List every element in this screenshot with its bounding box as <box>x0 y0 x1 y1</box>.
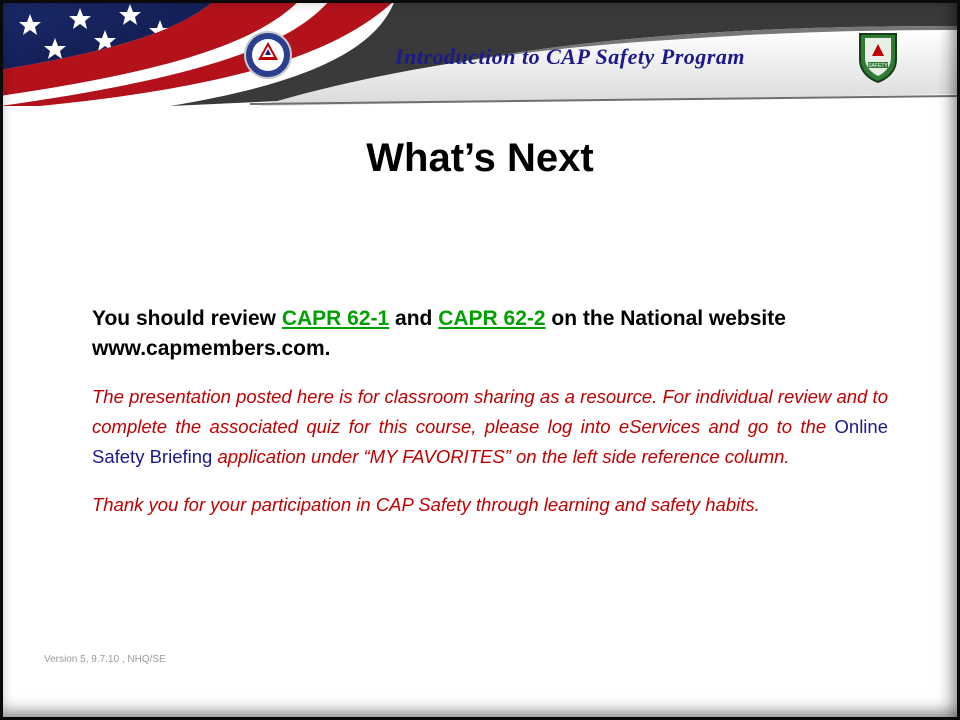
lead-text: and <box>389 307 439 330</box>
version-footer: Version 5, 9.7.10 , NHQ/SE <box>44 654 166 665</box>
slide-content <box>92 304 888 520</box>
lead-text: You should review <box>92 307 282 330</box>
presentation-note <box>92 382 888 472</box>
page-title: What’s Next <box>366 136 594 180</box>
capr-62-2-link[interactable]: CAPR 62-2 <box>438 307 546 330</box>
thank-you-note: Thank you for your participation in CAP Safety through learning and safety habits. <box>92 494 760 515</box>
header-banner <box>0 0 960 106</box>
safety-shield-logo <box>856 30 900 84</box>
lead-text: on the National website www.capmembers.com. <box>92 307 786 360</box>
note-text: application under “MY FAVORITES” on the left side reference column. <box>212 446 790 467</box>
program-title: Introduction to CAP Safety Program <box>395 44 745 69</box>
capr-62-1-link[interactable]: CAPR 62-1 <box>281 307 390 330</box>
svg-text:SAFETY: SAFETY <box>868 63 888 69</box>
cap-logo <box>243 30 293 80</box>
note-text: The presentation posted here is for classroom sharing as a resource. For individual review and to complete the associated quiz for this course, please log into eServices and go to the <box>92 386 888 437</box>
app-name: Online Safety Briefing <box>92 416 888 467</box>
review-instructions <box>92 304 888 364</box>
